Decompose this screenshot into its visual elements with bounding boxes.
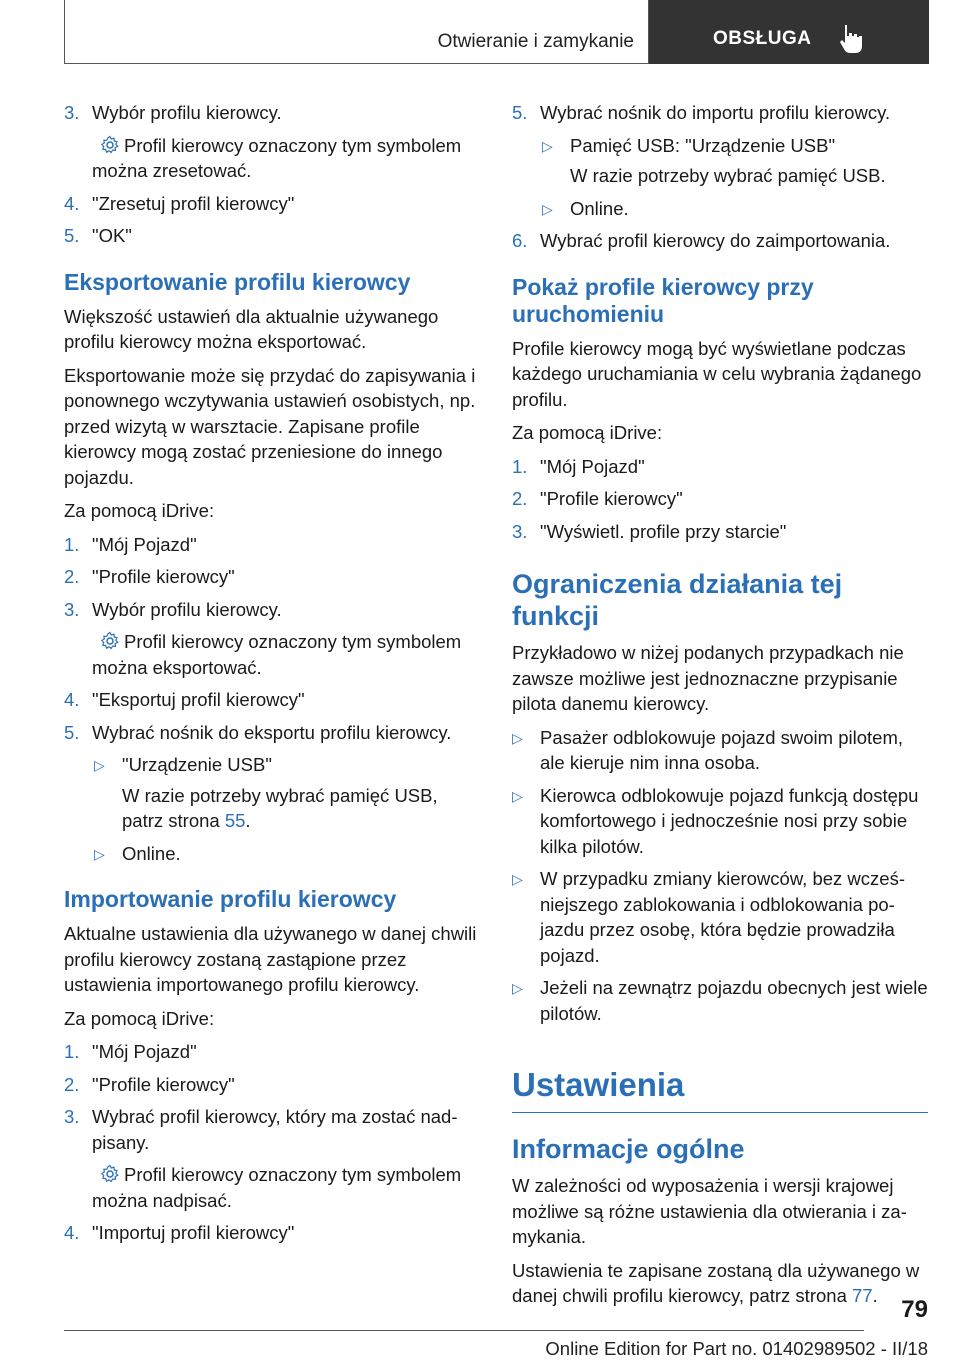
list-item xyxy=(64,687,480,713)
step-number: 2. xyxy=(512,488,528,509)
list-item xyxy=(64,223,480,249)
triangle-right-icon: ▷ xyxy=(542,200,553,217)
symbol-note xyxy=(64,133,480,184)
paragraph: Większość ustawień dla aktualnie używanego profilu kierowcy można eksportować. xyxy=(64,305,439,352)
paragraph: Przykładowo w niżej podanych przypadkach nie zawsze możliwe jest jednoznaczne przypisanie pilota danemu kierowcy. xyxy=(512,642,904,714)
right-column xyxy=(512,100,928,1317)
chapter-heading: Ustawienia xyxy=(512,1064,928,1113)
list-item xyxy=(64,532,480,558)
gear-icon xyxy=(100,1164,120,1184)
section-heading: Pokaż profile kierowcy przy uruchomieniu xyxy=(512,273,814,327)
section-title: Otwieranie i zamykanie xyxy=(65,0,649,64)
list-item xyxy=(64,100,480,126)
step-number: 3. xyxy=(64,1106,80,1127)
step-text: "Profile kierowcy" xyxy=(92,1073,235,1095)
step-number: 6. xyxy=(512,230,528,251)
step-text: Wybrać nośnik do importu profilu kierowcy. xyxy=(540,102,891,123)
note-text: Profil kierowcy oznaczony tym symbolem można nadpisać. xyxy=(92,1164,462,1211)
section-tab[interactable] xyxy=(649,0,929,64)
left-column xyxy=(64,100,480,1253)
step-text: Wybór profilu kierowcy. xyxy=(92,102,282,123)
step-text: "Profile kierowcy" xyxy=(540,488,683,509)
step-number: 4. xyxy=(64,689,80,710)
sub-text: W razie potrzeby wybrać pamięć USB, patrz strona xyxy=(122,784,438,831)
list-item xyxy=(64,564,480,590)
paragraph-text: Ustawienia te zapisane zostaną dla używanego w danej chwili profilu kierowcy, patrz strona xyxy=(512,1259,920,1306)
bullet-item xyxy=(512,866,928,968)
page-link[interactable]: 55 xyxy=(224,810,246,831)
sub-text: Online. xyxy=(570,197,629,219)
bullet-text: Jeżeli na zewnątrz pojazdu obecnych jest wiele pilotów. xyxy=(540,977,928,1024)
step-text: "Mój Pojazd" xyxy=(540,455,645,477)
footer-divider xyxy=(64,1330,864,1331)
sub-item xyxy=(512,196,928,222)
paragraph: Aktualne ustawienia dla używanego w danej chwili profilu kierowcy zostaną zastąpione przez ustawienia importowanego profilu kierowcy. xyxy=(64,923,477,995)
step-number: 3. xyxy=(64,102,80,123)
sub-item xyxy=(64,841,480,867)
step-number: 1. xyxy=(64,533,80,555)
list-item xyxy=(512,454,928,480)
gear-icon xyxy=(100,631,120,651)
step-number: 5. xyxy=(64,721,80,743)
bullet-text: W przypadku zmiany kierowców, bez wcześniejszego zablokowania i odblokowania pojazdu przez osobę, która będzie prowadziła pojazd. xyxy=(540,868,905,966)
symbol-note xyxy=(64,629,480,680)
step-text: "Mój Pojazd" xyxy=(92,533,197,555)
sub-text: "Urządzenie USB" xyxy=(122,754,272,775)
step-text: "Mój Pojazd" xyxy=(92,1041,197,1062)
triangle-right-icon: ▷ xyxy=(94,757,105,773)
step-number: 5. xyxy=(64,225,80,246)
step-number: 3. xyxy=(64,598,80,620)
step-text: Wybrać nośnik do eksportu profilu kierowcy. xyxy=(92,721,452,743)
paragraph: Za pomocą iDrive: xyxy=(512,422,663,443)
triangle-right-icon: ▷ xyxy=(94,845,105,862)
triangle-right-icon: ▷ xyxy=(542,137,553,154)
paragraph: Za pomocą iDrive: xyxy=(64,500,215,521)
sub-item xyxy=(64,752,480,778)
step-text: Wybór profilu kierowcy. xyxy=(92,598,282,620)
step-number: 1. xyxy=(512,455,528,477)
step-text: "Zresetuj profil kierowcy" xyxy=(92,192,295,214)
symbol-note xyxy=(64,1162,480,1213)
sub-item-continuation: W razie potrzeby wybrać pamięć USB, patrz strona 55. xyxy=(122,784,438,831)
hand-pointer-icon xyxy=(837,22,865,54)
step-number: 5. xyxy=(512,102,528,123)
footer-edition: Online Edition for Part no. 01402989502 - II/18 xyxy=(545,1338,928,1359)
step-number: 1. xyxy=(64,1041,80,1062)
step-number: 4. xyxy=(64,1222,80,1243)
step-text: Wybrać profil kierowcy do zaimportowania. xyxy=(540,230,891,251)
sub-item-continuation xyxy=(512,163,928,189)
triangle-right-icon: ▷ xyxy=(512,787,523,804)
step-text: Wybrać profil kierowcy, który ma zostać nadpisany. xyxy=(92,1106,458,1153)
sub-item xyxy=(512,133,928,159)
sub-text: Online. xyxy=(122,842,181,864)
page-link[interactable]: 77 xyxy=(852,1285,873,1306)
bullet-text: Pasażer odblokowuje pojazd swoim pilotem, ale kieruje nim inna osoba. xyxy=(540,726,903,773)
list-item xyxy=(64,1039,480,1065)
step-number: 2. xyxy=(64,566,80,587)
section-heading: Informacje ogólne xyxy=(512,1134,745,1164)
step-text: "OK" xyxy=(92,225,132,246)
sub-text: Pamięć USB: "Urządzenie USB" xyxy=(570,134,836,156)
list-item xyxy=(512,228,928,254)
step-text: "Importuj profil kierowcy" xyxy=(92,1222,295,1243)
list-item xyxy=(64,1220,480,1246)
step-text: "Wyświetl. profile przy starcie" xyxy=(540,520,787,542)
page-number: 79 xyxy=(901,1296,928,1323)
step-text: "Eksportuj profil kierowcy" xyxy=(92,689,305,710)
triangle-right-icon: ▷ xyxy=(512,980,523,996)
note-text: Profil kierowcy oznaczony tym symbolem można eksportować. xyxy=(92,631,462,678)
bullet-item xyxy=(512,975,928,1026)
paragraph: Za pomocą iDrive: xyxy=(64,1007,215,1029)
bullet-text: Kierowca odblokowuje pojazd funkcją dostępu komfortowego i jednocześnie nosi przy sobie kilka pilotów. xyxy=(540,784,919,857)
triangle-right-icon: ▷ xyxy=(512,729,523,746)
step-number: 4. xyxy=(64,192,80,214)
sub-text: W razie potrzeby wybrać pamięć USB. xyxy=(570,165,886,186)
gear-icon xyxy=(100,135,120,155)
note-text: Profil kierowcy oznaczony tym symbolem można zresetować. xyxy=(92,134,462,181)
triangle-right-icon: ▷ xyxy=(512,871,523,887)
paragraph: W zależności od wyposażenia i wersji krajowej możliwe są różne ustawienia dla otwierania i zamykania. xyxy=(512,1175,907,1247)
tab-label: OBSŁUGA xyxy=(713,28,812,49)
list-item xyxy=(64,597,480,623)
step-number: 3. xyxy=(512,520,528,542)
section-heading: Importowanie profilu kierowcy xyxy=(64,886,397,912)
list-item xyxy=(64,191,480,217)
step-number: 2. xyxy=(64,1073,80,1095)
list-item xyxy=(64,1072,480,1098)
list-item xyxy=(512,486,928,512)
list-item xyxy=(64,720,480,746)
step-text: "Profile kierowcy" xyxy=(92,566,235,587)
bullet-item xyxy=(512,783,928,860)
section-heading: Eksportowanie profilu kierowcy xyxy=(64,268,411,295)
paragraph: Profile kierowcy mogą być wyświetlane podczas każdego uruchamiania w celu wybrania żądanego profilu. xyxy=(512,337,922,410)
list-item xyxy=(512,100,928,126)
page-header xyxy=(64,0,928,64)
section-heading: Ograniczenia działania tej funkcji xyxy=(512,569,843,631)
bullet-item xyxy=(512,725,928,776)
list-item xyxy=(64,1104,480,1155)
paragraph: Eksportowanie może się przydać do zapisywania i ponownego wczytywania ustawień osobistych, np. przed wizytą w warsztacie. Zapisane profile kierowcy mogą zostać przeniesione do innego pojazdu. xyxy=(64,364,476,488)
list-item xyxy=(512,519,928,545)
paragraph: Ustawienia te zapisane zostaną dla używanego w danej chwili profilu kierowcy, patrz strona 77. xyxy=(512,1259,920,1306)
